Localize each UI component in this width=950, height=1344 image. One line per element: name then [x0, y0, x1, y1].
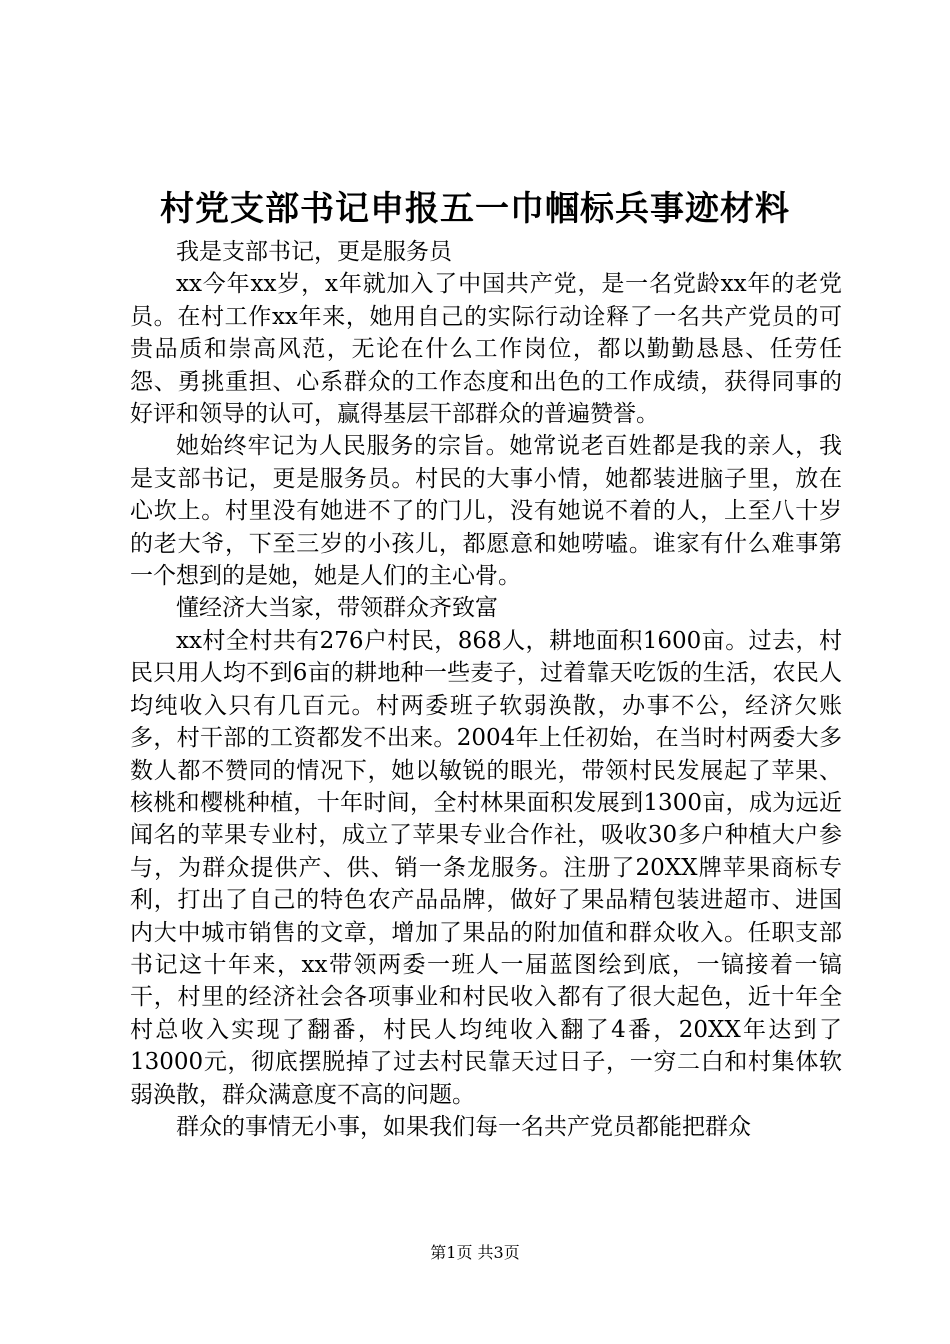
document-body	[130, 236, 842, 1143]
body-paragraph: 她始终牢记为人民服务的宗旨。她常说老百姓都是我的亲人，我是支部书记，更是服务员。村民的大事小情，她都装进脑子里，放在心坎上。村里没有她进不了的门儿，没有她说不着的人，上至八十岁的老大爷，下至三岁的小孩儿，都愿意和她唠嗑。谁家有什么难事第一个想到的是她，她是人们的主心骨。	[130, 433, 842, 590]
document-title: 村党支部书记申报五一巾帼标兵事迹材料	[160, 189, 790, 229]
section-heading: 我是支部书记，更是服务员	[176, 239, 452, 265]
page-footer: 第1页 共3页	[430, 1243, 520, 1262]
body-paragraph: xx村全村共有276户村民，868人，耕地面积1600亩。过去，村民只用人均不到6亩的耕地种一些麦子，过着靠天吃饭的生活，农民人均纯收入只有几百元。村两委班子软弱涣散，办事不公，经济欠账多，村干部的工资都发不出来。2004年上任初始，在当时村两委大多数人都不赞同的情况下，她以敏锐的眼光，带领村民发展起了苹果、核桃和樱桃种植，十年时间，全村林果面积发展到1300亩，成为远近闻名的苹果专业村，成立了苹果专业合作社，吸收30多户种植大户参与，为群众提供产、供、销一条龙服务。注册了20XX牌苹果商标专利，打出了自己的特色农产品品牌，做好了果品精包装进超市、进国内大中城市销售的文章，增加了果品的附加值和群众收入。任职支部书记这十年来，xx带领两委一班人一届蓝图绘到底，一镐接着一镐干，村里的经济社会各项事业和村民收入都有了很大起色，近十年全村总收入实现了翻番，村民人均纯收入翻了4番，20XX年达到了13000元，彻底摆脱掉了过去村民靠天过日子，一穷二白和村集体软弱涣散，群众满意度不高的问题。	[130, 627, 842, 1108]
body-paragraph: xx今年xx岁，x年就加入了中国共产党，是一名党龄xx年的老党员。在村工作xx年来，她用自己的实际行动诠释了一名共产党员的可贵品质和崇高风范，无论在什么工作岗位，都以勤勤恳恳、任劳任怨、勇挑重担、心系群众的工作态度和出色的工作成绩，获得同事的好评和领导的认可，赢得基层干部群众的普遍赞誉。	[130, 271, 842, 428]
body-paragraph: 群众的事情无小事，如果我们每一名共产党员都能把群众	[176, 1113, 751, 1140]
section-heading: 懂经济大当家，带领群众齐致富	[176, 595, 498, 622]
